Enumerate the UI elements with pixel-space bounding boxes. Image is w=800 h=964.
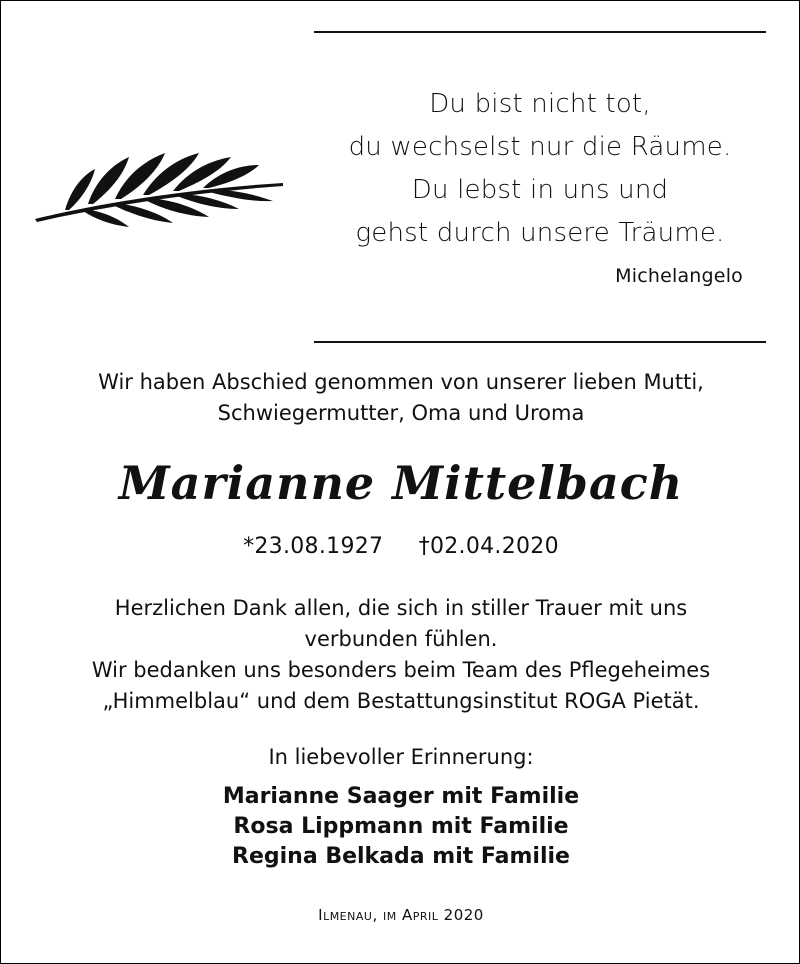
thanks-line: Herzlichen Dank allen, die sich in stiller Trauer mit uns — [114, 596, 688, 620]
palm-branch-icon — [33, 149, 285, 227]
remembrance-heading: In liebevoller Erinnerung: — [268, 745, 534, 769]
quote-author: Michelangelo — [615, 265, 743, 287]
quote-line: Du bist nicht tot, — [429, 89, 651, 119]
death-date: †02.04.2020 — [418, 534, 559, 559]
birth-date: *23.08.1927 — [243, 534, 384, 559]
deceased-name: Marianne Mittelbach — [118, 456, 684, 510]
intro-line: Schwiegermutter, Oma und Uroma — [217, 401, 585, 425]
family-name: Rosa Lippmann mit Familie — [233, 814, 569, 839]
quote-line: du wechselst nur die Räume. — [348, 132, 732, 162]
thanks-text — [1, 593, 800, 717]
place-and-date: Ilmenau, im April 2020 — [318, 906, 484, 924]
quote-line: gehst durch unsere Träume. — [355, 218, 725, 248]
family-signatures — [1, 782, 800, 872]
thanks-line: verbunden fühlen. — [304, 627, 498, 651]
intro-text — [1, 367, 800, 429]
quote-verse — [314, 83, 766, 255]
family-name: Regina Belkada mit Familie — [232, 844, 570, 869]
life-dates — [1, 534, 800, 559]
top-divider — [314, 31, 766, 33]
thanks-line: Wir bedanken uns besonders beim Team des Pflegeheimes — [91, 658, 711, 682]
bottom-divider — [314, 341, 766, 343]
quote-line: Du lebst in uns und — [411, 175, 669, 205]
family-name: Marianne Saager mit Familie — [222, 784, 580, 809]
thanks-line: „Himmelblau“ und dem Bestattungsinstitut ROGA Pietät. — [102, 689, 700, 713]
intro-line: Wir haben Abschied genommen von unserer lieben Mutti, — [98, 370, 704, 394]
